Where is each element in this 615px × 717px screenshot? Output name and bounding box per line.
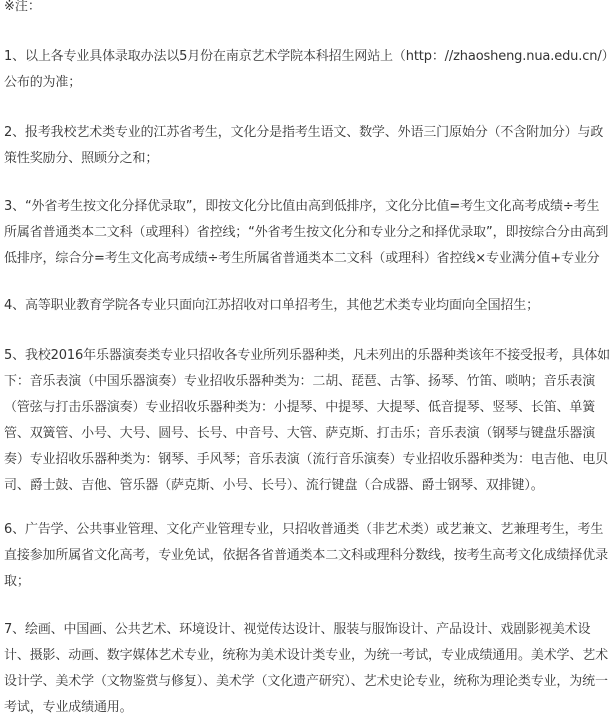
note-item-1: 1、以上各专业具体录取办法以5月份在南京艺术学院本科招生网站上（http：//zhaosheng.nua.edu.cn/）公布的为准； bbox=[4, 49, 608, 90]
note-item-7: 7、绘画、中国画、公共艺术、环境设计、视觉传达设计、服装与服饰设计、产品设计、戏剧影视美术设计、摄影、动画、数字媒体艺术专业，统称为美术设计类专业，为统一考试，专业成绩通用。美术学、艺术设计学、美术学（文物鉴赏与修复）、美术学（文化遗产研究）、艺术史论专业，统称为理论类专业，为统一考试，专业成绩通用。 bbox=[4, 622, 608, 715]
note-item-3: 3、“外省考生按文化分择优录取”，即按文化分比值由高到低排序，文化分比值=考生文化高考成绩÷考生所属省普通类本二文科（或理科）省控线；“外省考生按文化分和专业分之和择优录取”，即按综合分由高到低排序，综合分=考生文化高考成绩÷考生所属省普通类本二文科（或理科）省控线×专业满分值+专业分 bbox=[4, 199, 609, 266]
note-item-5: 5、我校2016年乐器演奏类专业只招收各专业所列乐器种类，凡未列出的乐器种类该年不接受报考，具体如下：音乐表演（中国乐器演奏）专业招收乐器种类为：二胡、琵琶、古筝、扬琴、竹笛、唢呐；音乐表演（管弦与打击乐器演奏）专业招收乐器种类为：小提琴、中提琴、大提琴、低音提琴、竖琴、长笛、单簧管、双簧管、小号、大号、圆号、长号、中音号、大管、萨克斯、打击乐；音乐表演（钢琴与键盘乐器演奏）专业招收乐器种类为：钢琴、手风琴；音乐表演（流行音乐演奏）专业招收乐器种类为：电吉他、电贝司、爵士鼓、吉他、管乐器（萨克斯、小号、长号）、流行键盘（合成器、爵士钢琴、双排键）。 bbox=[4, 348, 611, 493]
note-item-4: 4、高等职业教育学院各专业只面向江苏招收对口单招考生，其他艺术类专业均面向全国招生； bbox=[4, 298, 539, 313]
note-label: ※注： bbox=[4, 0, 41, 14]
note-item-6: 6、广告学、公共事业管理、文化产业管理专业，只招收普通类（非艺术类）或艺兼文、艺兼理考生，考生直接参加所属省文化高考，专业免试，依据各省普通类本二文科或理科分数线，按考生高考文化成绩择优录取； bbox=[4, 522, 608, 589]
note-item-2: 2、报考我校艺术类专业的江苏省考生，文化分是指考生语文、数学、外语三门原始分（不含附加分）与政策性奖励分、照顾分之和； bbox=[4, 125, 604, 166]
